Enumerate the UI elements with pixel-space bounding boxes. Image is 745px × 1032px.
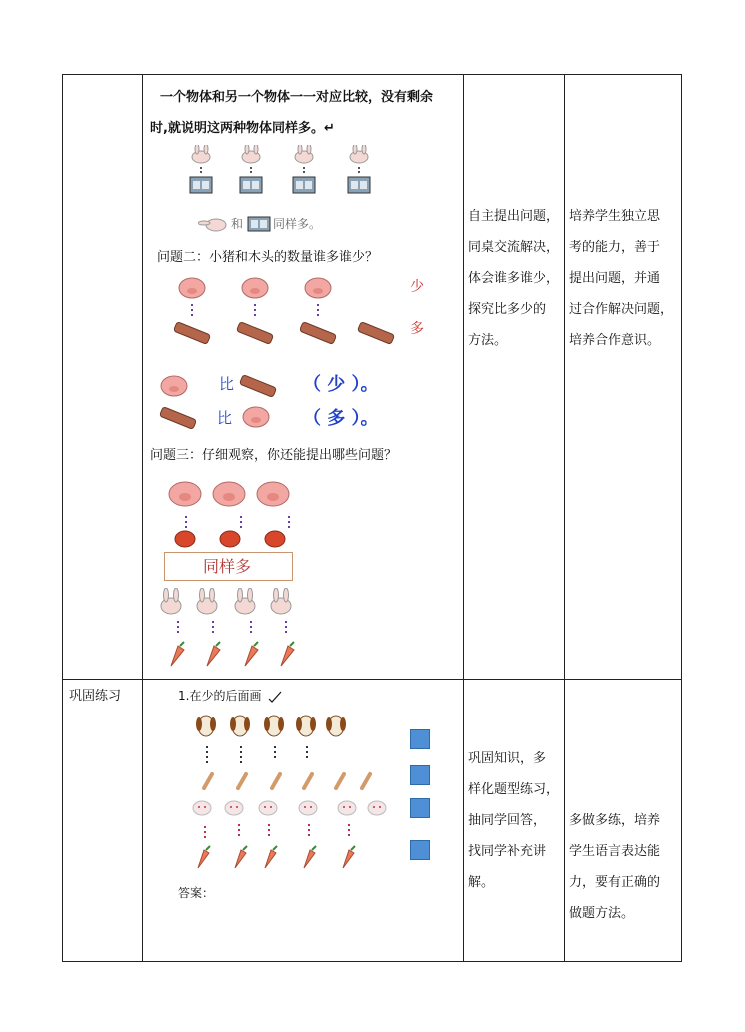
row2-col3-line: 抽同学回答， (468, 813, 547, 828)
col-divider-2 (463, 75, 464, 961)
block-icon (190, 177, 212, 193)
answer-square[interactable] (410, 765, 430, 785)
rabbit-icon (197, 588, 217, 614)
carrot-icon (304, 846, 316, 868)
row1-col4-line: 提出问题，并通 (569, 271, 661, 286)
rabbit-icon (338, 801, 356, 815)
carrot-icon (245, 642, 258, 666)
intro-line-1: 一个物体和另一个物体一一对应比较，没有剩余 (160, 90, 434, 105)
checkmark-icon (268, 691, 282, 703)
carrot-icon (198, 846, 210, 868)
rabbit-carrot-figure (154, 588, 304, 672)
pig-icon (242, 278, 268, 298)
row1-col4-line: 过合作解决问题， (569, 302, 674, 317)
dog-icon (326, 716, 346, 736)
dog-icon (264, 716, 284, 736)
apple-icon (265, 531, 285, 547)
rabbit-icon (235, 588, 255, 614)
caption-and: 和 (231, 217, 244, 231)
apple-icon (175, 531, 195, 547)
bone-icon (204, 774, 212, 788)
row1-col3-line: 同桌交流解决， (468, 240, 560, 255)
wood-icon (236, 322, 273, 345)
block-icon (293, 177, 315, 193)
row2-col3-line: 巩固知识，多 (468, 751, 547, 766)
rabbit-icon (193, 801, 211, 815)
rabbit-icon (198, 215, 230, 233)
row2-col3 (468, 743, 562, 898)
answer-less: （ 少 ）。 (303, 374, 379, 395)
carrot-icon (171, 642, 184, 666)
col-divider-1 (142, 75, 143, 961)
wood-icon (357, 322, 394, 345)
col-divider-3 (564, 75, 565, 961)
wood-icon (158, 404, 198, 430)
bone-icon (272, 774, 280, 788)
apple-icon (220, 531, 240, 547)
pig-icon (158, 374, 190, 398)
row-divider (63, 679, 681, 680)
row1-col3-line: 方法。 (468, 333, 508, 348)
rabbit-icon (368, 801, 386, 815)
rabbit-icon (161, 588, 181, 614)
label-more: 多 (410, 321, 424, 337)
row1-col3-line: 体会谁多谁少， (468, 271, 560, 286)
exercise-figure (190, 712, 400, 872)
carrot-icon (207, 642, 220, 666)
carrot-icon (281, 642, 294, 666)
pig-wood-figure (170, 276, 410, 350)
carrot-icon (265, 846, 277, 868)
rabbit-icon (225, 801, 243, 815)
pig-icon (257, 482, 289, 506)
question-two: 问题二：小猪和木头的数量谁多谁少？ (157, 250, 379, 265)
rabbit-icon (350, 145, 368, 163)
rabbit-icon (299, 801, 317, 815)
question-three: 问题三：仔细观察，你还能提出哪些问题？ (150, 448, 398, 463)
exercise-title: 1.在少的后面画 (178, 689, 262, 703)
row1-col3-line: 探究比多少的 (468, 302, 547, 317)
carrot-icon (235, 846, 247, 868)
row2-col3-line: 找同学补充讲 (468, 844, 547, 859)
caption-same: 同样多。 (273, 217, 322, 231)
row1-col4-line: 培养合作意识。 (569, 333, 661, 348)
rabbit-icon (242, 145, 260, 163)
bone-icon (238, 774, 246, 788)
compare-word-2: 比 (217, 409, 233, 427)
row2-col3-line: 解。 (468, 875, 495, 890)
pig-icon (240, 405, 272, 429)
block-icon (348, 177, 370, 193)
row1-col4-line: 考的能力，善于 (569, 240, 661, 255)
label-less: 少 (410, 279, 424, 295)
bone-icon (304, 774, 312, 788)
block-icon (247, 216, 271, 232)
pig-icon (213, 482, 245, 506)
wood-icon (173, 322, 210, 345)
pig-icon (179, 278, 205, 298)
row2-col3-line: 样化题型练习， (468, 782, 560, 797)
answer-label: 答案： (178, 886, 215, 900)
same-amount-box: 同样多 (164, 552, 293, 581)
answer-square[interactable] (410, 840, 430, 860)
row2-col4 (569, 805, 681, 929)
pig-icon (305, 278, 331, 298)
pig-apple-figure (166, 480, 306, 550)
dog-icon (230, 716, 250, 736)
wood-icon (238, 372, 278, 400)
row2-col4-line: 多做多练，培养 (569, 813, 661, 828)
answer-square[interactable] (410, 798, 430, 818)
pig-icon (169, 482, 201, 506)
block-icon (240, 177, 262, 193)
bone-icon (362, 774, 370, 788)
dog-icon (196, 716, 216, 736)
row2-col4-line: 力，要有正确的 (569, 875, 661, 890)
row1-col4 (569, 201, 681, 356)
row2-col4-line: 学生语言表达能 (569, 844, 661, 859)
row1-col4-line: 培养学生独立思 (569, 209, 661, 224)
rabbit-icon (192, 145, 210, 163)
carrot-icon (343, 846, 355, 868)
rabbit-icon (259, 801, 277, 815)
compare-word-1: 比 (219, 375, 235, 393)
bone-icon (336, 774, 344, 788)
row1-col3 (468, 201, 562, 356)
section-label: 巩固练习 (69, 689, 122, 704)
answer-square[interactable] (410, 729, 430, 749)
wood-icon (299, 322, 336, 345)
rabbit-block-figure (185, 145, 415, 197)
rabbit-icon (295, 145, 313, 163)
dog-icon (296, 716, 316, 736)
intro-line-2: 时,就说明这两种物体同样多。↵ (150, 121, 335, 136)
row1-col3-line: 自主提出问题， (468, 209, 560, 224)
rabbit-icon (271, 588, 291, 614)
row2-col4-line: 做题方法。 (569, 906, 635, 921)
answer-more: （ 多 ）。 (303, 408, 379, 429)
